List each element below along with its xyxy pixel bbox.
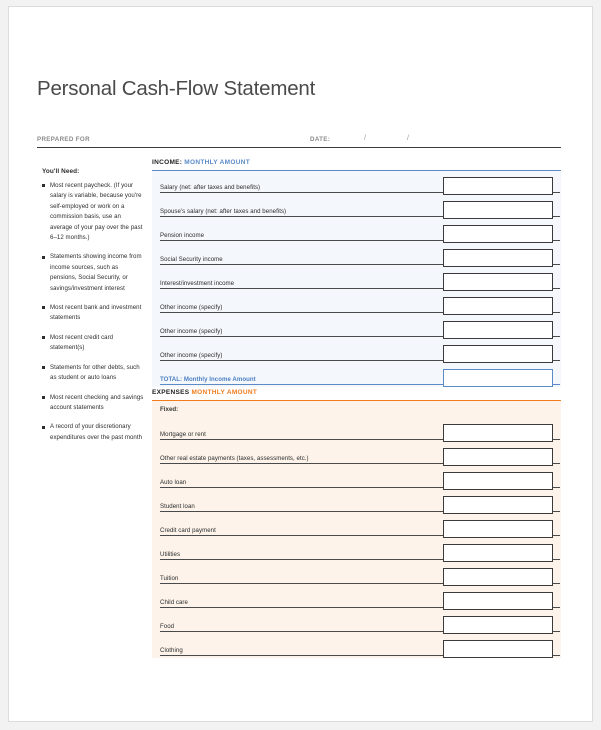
date-slash-1: / [364, 135, 366, 142]
table-row [152, 442, 561, 466]
table-row [152, 219, 561, 243]
row-label: Other real estate payments (taxes, assessments, etc.) [160, 455, 309, 462]
income-amount-input[interactable] [443, 273, 553, 291]
list-item [42, 333, 144, 354]
list-item-text: Most recent paycheck. (If your salary is variable, because you're self-employed or work on a commission basis, use an average of your pay over the past 6–12 months.) [50, 182, 143, 242]
list-item [42, 252, 144, 294]
square-bullet-icon [42, 426, 45, 429]
table-row [152, 538, 561, 562]
row-label: Utilities [160, 551, 181, 558]
table-row [152, 634, 561, 658]
list-item-text: Most recent checking and savings account statements [50, 393, 144, 411]
page-title: Personal Cash-Flow Statement [37, 77, 316, 100]
table-row [152, 466, 561, 490]
list-item [42, 422, 144, 443]
table-row [152, 291, 561, 315]
row-label: Child care [160, 599, 188, 606]
expenses-section-body [152, 401, 561, 658]
list-item [42, 303, 144, 324]
income-amount-input[interactable] [443, 225, 553, 243]
table-row [152, 514, 561, 538]
square-bullet-icon [42, 336, 45, 339]
table-row [152, 195, 561, 219]
expense-amount-input[interactable] [443, 544, 553, 562]
income-amount-input[interactable] [443, 201, 553, 219]
row-label: Student loan [160, 503, 195, 510]
table-row [152, 243, 561, 267]
income-amount-input[interactable] [443, 177, 553, 195]
table-row [152, 418, 561, 442]
row-label: Food [160, 623, 175, 630]
document-page [8, 6, 593, 722]
row-label: Tuition [160, 575, 179, 582]
list-item-text: Statements showing income from income sources, such as pensions, Social Security, or savings/investment interest [50, 253, 142, 292]
table-row [152, 562, 561, 586]
row-label: Salary (net: after taxes and benefits) [160, 184, 261, 191]
square-bullet-icon [42, 366, 45, 369]
table-row [152, 315, 561, 339]
list-item-text: Statements for other debts, such as student or auto loans [50, 363, 140, 382]
expenses-heading: EXPENSES [152, 389, 190, 396]
expense-amount-input[interactable] [443, 592, 553, 610]
square-bullet-icon [42, 396, 45, 399]
table-row [152, 490, 561, 514]
row-label: Other income (specify) [160, 304, 223, 311]
income-section-body [152, 171, 561, 387]
expense-amount-input[interactable] [443, 568, 553, 586]
table-row [152, 610, 561, 634]
income-amount-input[interactable] [443, 321, 553, 339]
income-section-header [152, 157, 561, 171]
list-item [42, 181, 144, 243]
income-total-row [152, 363, 561, 387]
square-bullet-icon [42, 306, 45, 309]
row-label: Auto loan [160, 479, 187, 486]
expense-amount-input[interactable] [443, 496, 553, 514]
row-label: Pension income [160, 232, 205, 239]
square-bullet-icon [42, 256, 45, 259]
expenses-section-header [152, 387, 561, 401]
income-amount-input[interactable] [443, 249, 553, 267]
list-item-text: Most recent credit card statement(s) [50, 333, 114, 352]
income-amount-input[interactable] [443, 345, 553, 363]
expense-amount-input[interactable] [443, 640, 553, 658]
form-column [152, 157, 561, 658]
expense-amount-input[interactable] [443, 424, 553, 442]
income-total-input[interactable] [443, 369, 553, 387]
row-label: Other income (specify) [160, 352, 223, 359]
income-heading-accent: MONTHLY AMOUNT [184, 159, 250, 166]
expense-amount-input[interactable] [443, 520, 553, 538]
row-label: Mortgage or rent [160, 431, 206, 438]
list-item-text: Most recent bank and investment statements [50, 304, 142, 322]
income-amount-input[interactable] [443, 297, 553, 315]
income-heading: INCOME: [152, 159, 183, 166]
youll-need-heading: You'll Need: [42, 168, 80, 175]
table-row [152, 171, 561, 195]
expense-amount-input[interactable] [443, 616, 553, 634]
expenses-fixed-subheading: Fixed: [160, 406, 179, 413]
list-item-text: A record of your discretionary expenditures over the past month [50, 423, 143, 441]
prepared-for-date-bar [37, 133, 561, 151]
expense-amount-input[interactable] [443, 448, 553, 466]
table-row [152, 267, 561, 291]
list-item [42, 363, 144, 384]
table-row [152, 586, 561, 610]
table-row [152, 339, 561, 363]
expense-amount-input[interactable] [443, 472, 553, 490]
income-total-label: TOTAL: Monthly Income Amount [160, 376, 256, 383]
row-label: Credit card payment [160, 527, 216, 534]
prepared-for-label: PREPARED FOR [37, 136, 90, 143]
expenses-heading-accent: MONTHLY AMOUNT [191, 389, 258, 396]
list-item [42, 393, 144, 414]
date-label: DATE: [310, 136, 331, 143]
date-slash-2: / [407, 135, 409, 142]
row-label: Interest/investment income [160, 280, 235, 287]
row-label: Social Security income [160, 256, 223, 263]
meta-rule[interactable] [37, 147, 561, 148]
row-label: Other income (specify) [160, 328, 223, 335]
row-label: Spouse's salary (net: after taxes and benefits) [160, 208, 287, 215]
row-label: Clothing [160, 647, 183, 654]
youll-need-checklist [42, 168, 144, 452]
square-bullet-icon [42, 184, 45, 187]
